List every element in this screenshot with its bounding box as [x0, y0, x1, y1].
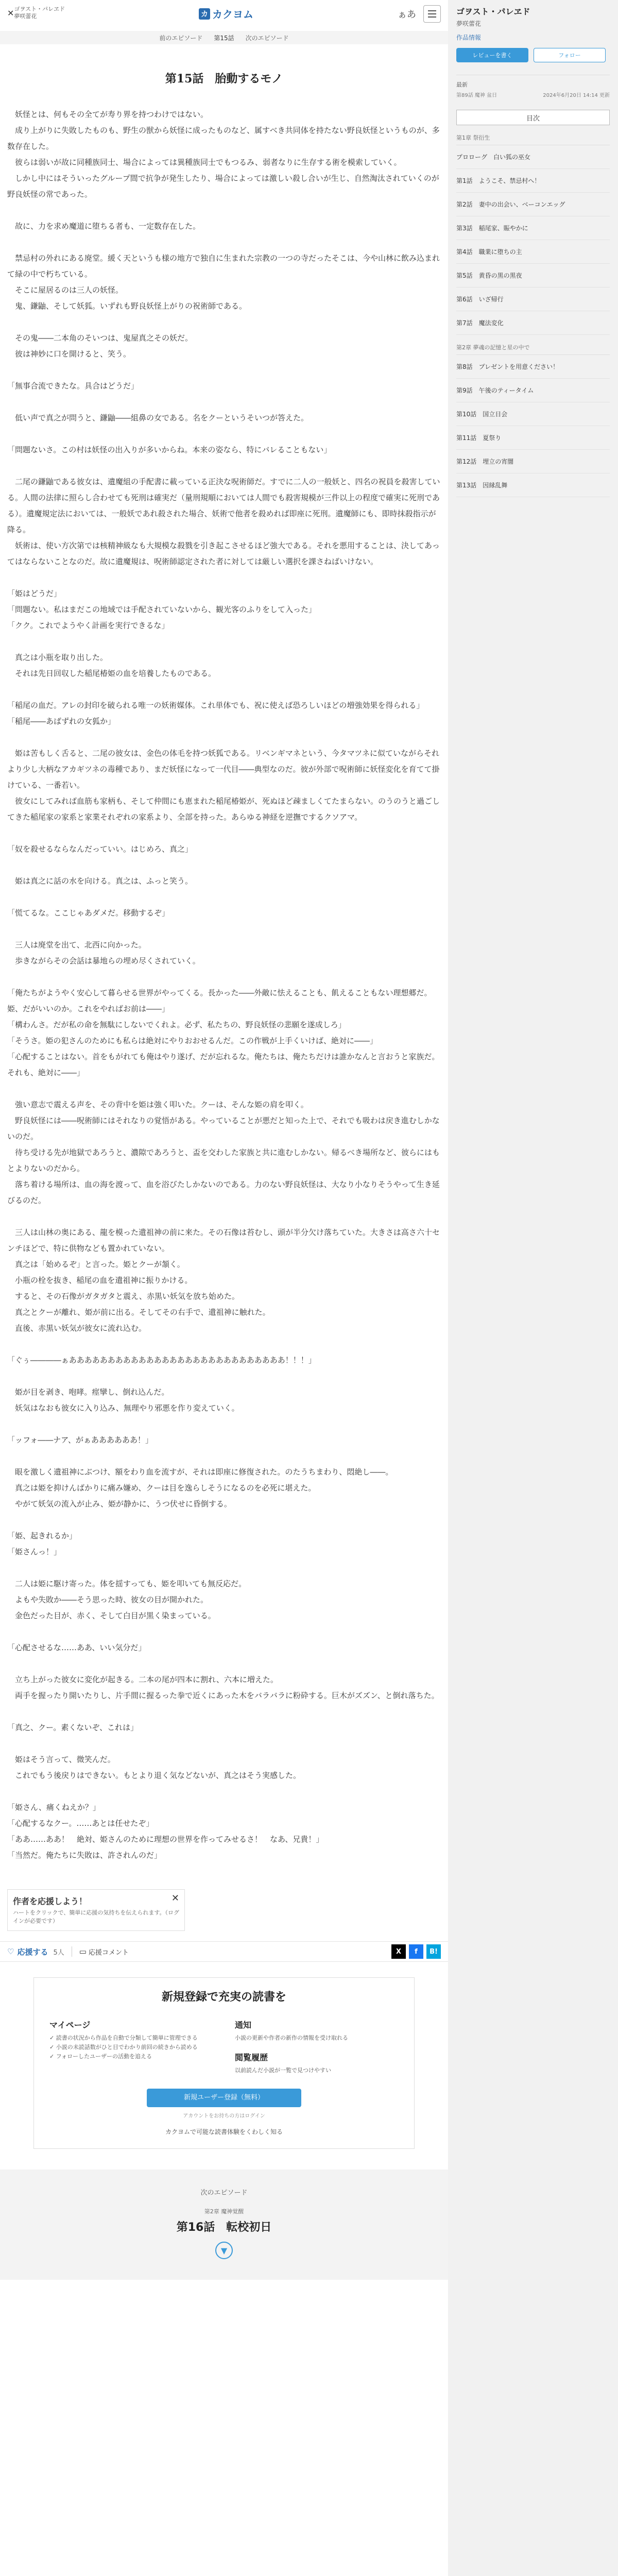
- episode-title: 第15話 胎動するモノ: [165, 72, 283, 86]
- toc-episode-link[interactable]: 第8話 プレゼントを用意ください！: [456, 355, 610, 379]
- sidebar: [448, 0, 618, 2576]
- work-author: 夢咲蕾花: [14, 13, 37, 20]
- header: [0, 0, 448, 26]
- font-settings-button[interactable]: ぁあ: [398, 9, 416, 20]
- paragraph: 「問題ないさ。この村は妖怪の出入りが多いからね。本来の姿なら、特にバレることもない」: [7, 445, 332, 454]
- support-box: [7, 1889, 185, 1931]
- review-button[interactable]: レビューを書く: [456, 48, 528, 62]
- paragraph: 三人は廃堂を出て、北西に向かった。 歩きながらその会話は暴地らの埋め尽くされていく。: [15, 940, 200, 965]
- toc-episode-link[interactable]: 第5話 黄昏の黒の黒夜: [456, 264, 610, 287]
- toc-episode-link[interactable]: 第4話 職業に堕ちの主: [456, 240, 610, 264]
- support-title: 作者を応援しよう！: [13, 1896, 88, 1906]
- toc-episode-link[interactable]: プロローグ 白い狐の巫女: [456, 145, 610, 169]
- notice-heading: 通知: [235, 2020, 252, 2030]
- next-episode-link[interactable]: 次のエピソード: [245, 34, 289, 42]
- signup-panel: [33, 1977, 415, 2149]
- paragraph: 「稲尾の血だ。アレの封印を破られる唯一の妖術媒体。これ単体でも、祝に使えば恐ろしいほどの増強効果を得られる」 「稲尾――あばずれの女狐か」: [7, 701, 424, 726]
- comment-button[interactable]: 応援コメント: [88, 1948, 129, 1957]
- x-share-icon[interactable]: X: [391, 1944, 406, 1959]
- facebook-share-icon[interactable]: f: [409, 1944, 423, 1959]
- support-desc: ハートをクリックで、簡単に応援の気持ちを伝えられます。（ログインが必要です）: [13, 1909, 179, 1924]
- work-title: ゴヲスト・パレヱド: [14, 6, 65, 12]
- paragraph: 立ち上がった彼女に変化が起きる。二本の尾が四本に割れ、六本に増えた。 両手を握ったり開いたりし、片手間に握るった拳で近くにあった木をバラバラに粉砕する。巨木がズズン、と倒れ落ちた。: [15, 1675, 439, 1700]
- cheer-button[interactable]: 応援する: [17, 1947, 48, 1957]
- toc-episode-link[interactable]: 第7話 魔法変化: [456, 311, 610, 335]
- paragraph: 「真之、クー。素くないぞ、これは」: [7, 1723, 139, 1732]
- logo-mark-icon: カ: [199, 8, 210, 20]
- toc-episode-link[interactable]: 第9話 午後のティータイム: [456, 379, 610, 402]
- updated-episode[interactable]: 第89話 魔神 盆日: [456, 93, 497, 98]
- toc-episode-link[interactable]: 第13話 因縁乱舞: [456, 473, 610, 497]
- history-heading: 閲覧履歴: [235, 2053, 268, 2062]
- paragraph: 姫は苦もしく舌ると、二尾の彼女は、金色の体毛を持つ妖狐である。リベンギマネという、今タマツネに似ていながらそれより少し大柄なアカギツネの毒種であり、まだ妖怪になって一代目――典型なのだ。彼が外部で呪術師に妖怪変化を育てて掛けている、一番若い。 彼女にしてみれば血筋も家柄も、そして仲間にも恵まれた稲尾椿姫が、死ぬほど疎ましくてたまらない。のうのうと過ごしてきた稲尾家の家系と家業それぞれの家系より、全部を持った。あらゆる神経を逆撫でするクソアマ。: [7, 749, 440, 822]
- comment-icon: ▭: [79, 1947, 87, 1956]
- paragraph: 姫が目を剥き、咆哮。痙攣し、倒れ込んだ。 妖気はなおも彼女に入り込み、無理やり邪悪を作り変えていく。: [15, 1387, 239, 1413]
- mypage-heading: マイページ: [49, 2020, 91, 2030]
- current-episode: 第15話: [214, 34, 234, 42]
- toc-header: 目次: [456, 110, 610, 125]
- hatena-share-icon[interactable]: B!: [426, 1944, 441, 1959]
- toc-episode-link[interactable]: 第12話 埋立の宵闇: [456, 450, 610, 473]
- chapter-heading: 第2章 夢魂の記憶と星の中で: [456, 343, 610, 355]
- paragraph: 「慌てるな。ここじゃあダメだ。移動するぞ」: [7, 908, 170, 918]
- paragraph: 三人は山林の奥にある、龍を模った遺祖神の前に来た。その石像は苔むし、頭が半分欠け落ちていた。大きさは高さ六十センチほどで、特に供物なども置かれていない。 真之は「始めるぞ」と言った。姫とクーが頷く。 小瓶の栓を抜き、稲尾の血を遺祖神に振りかける。 すると、その石像がガタガタと震え、赤黒い妖気を放ち始めた。 真之とクーが離れ、姫が前に出る。そしてその右手で、遺祖神に触れた。 直後、赤黒い妖気が彼女に流れ込む。: [7, 1228, 440, 1333]
- paragraph: 「心配させるな……ああ、いい気分だ」: [7, 1643, 146, 1652]
- paragraph: 故に、力を求め魔道に堕ちる者も、一定数存在した。: [7, 222, 201, 231]
- paragraph: 姫はそう言って、微笑んだ。 これでもう後戻りはできない。もとより退く気などないが、真之はそう実感した。: [15, 1755, 301, 1780]
- toc-episode-link[interactable]: 第2話 妻中の出会い、ベーコンエッグ: [456, 193, 610, 216]
- learn-more-link[interactable]: カクヨムで可能な読書体験をくわしく知る: [165, 2128, 283, 2136]
- paragraph: 真之は小瓶を取り出した。 それは先日回収した稲尾椿姫の血を培養したものである。: [15, 653, 216, 678]
- action-bar: [0, 1941, 448, 1962]
- paragraph: 強い意志で震える声を、その背中を姫は強く叩いた。クーは、そんな姫の肩を叩く。 野良妖怪には――呪術師にはそれなりの覚悟がある。やっていることが悪だと知った上で、それでも吸わは戻き進むしかないのだ。 待ち受ける先が地獄であろうと、濃隙であろうと、盃を交わした家族と共に進むしかない。帰るべき場所など、彼らにはもとよりないのだから。 落ち着ける場所は、血の海を渡って、血を浴びたしかないのである。力のない野良妖怪は、大なり小なりそうやって生き延びるのだ。: [7, 1100, 440, 1205]
- prev-episode-link[interactable]: 前のエピソード: [159, 34, 203, 42]
- kakuyomu-logo[interactable]: カ カクヨム: [199, 6, 253, 21]
- mypage-item: ✓ 小説の未読話数がひと目でわかり前回の続きから読める: [49, 2044, 198, 2050]
- chevron-down-icon[interactable]: ▼: [215, 2242, 233, 2259]
- notice-desc: 小説の更新や作者の新作の情報を受け取れる: [235, 2035, 348, 2041]
- mypage-item: ✓ フォローしたユーザーの活動を追える: [49, 2053, 152, 2060]
- paragraph: 禁忌村の外れにある廃堂。緩く天というも様の地方で独自に生まれた宗教の一つの寺だったそこは、今や山林に飲み込まれて緑の中で朽ちている。 そこに屋居るのは三人の妖怪。 鬼、鎌鼬、そして妖狐。いずれも野良妖怪上がりの祝術師である。: [7, 253, 440, 311]
- work-info-link[interactable]: 作品情報: [456, 34, 482, 41]
- paragraph: 「ぐぅ――――ぁああああああああああああああああああああああああああああ！！！」: [7, 1355, 316, 1365]
- menu-button[interactable]: [423, 5, 441, 23]
- toc-episode-link[interactable]: 第6話 いざ帰行: [456, 287, 610, 311]
- sidebar-work-title[interactable]: ゴヲスト・パレヱド: [456, 7, 530, 16]
- paragraph: 二尾の鎌鼬である彼女は、遺魔組の手配書に載っている正決な呪術師だ。すでに二人の一般妖と、四名の祝員を殺害している。人間の法律に照らし合わせても死刑は確実だ（量刑規順においては人間でも殺害規模が三件以上の程度で確実に死刑である）。遺魔規定法においては、一般妖であれ殺された場合、妖術で他者を殺めれば即座に死刑。遺魔師にも、即時抹殺指示が降る。 妖術は、使い方次第では核精神級なも大規模な殺戮を引き起こさせるほど強大である。それを悪用することは、決してあってはならないことなのだ。故に遺魔規は、呪術師認定された者に対しては厳しい選択を課さねばいけない。: [7, 477, 440, 566]
- paragraph: 「ッフォ――ナア、がぁああああああ！」: [7, 1435, 153, 1445]
- cheer-count[interactable]: 5人: [53, 1948, 64, 1957]
- paragraph: 「無事合流できたな。具合はどうだ」: [7, 381, 139, 391]
- toc-episode-link[interactable]: 第1話 ようこそ、禁忌村へ！: [456, 169, 610, 193]
- login-link[interactable]: アカウントをお持ちの方はログイン: [183, 2113, 265, 2119]
- work-meta[interactable]: [14, 6, 65, 20]
- next-title: 第16話 転校初日: [176, 2221, 272, 2234]
- history-desc: 以前読んだ小説が一覧で見つけやすい: [235, 2067, 331, 2074]
- paragraph: 「奴を殺せるならなんだっていい。はじめろ、真之」: [7, 844, 193, 854]
- paragraph: 二人は姫に駆け寄った。体を揺すっても、姫を叩いても無反応だ。 よもや失敗か――そう思った時、彼女の目が開かれた。 金色だった目が、赤く、そして白目が黒く染まっている。: [15, 1579, 247, 1620]
- toc-episode-link[interactable]: 第10話 国立日会: [456, 402, 610, 426]
- close-icon[interactable]: ✕: [171, 1893, 179, 1904]
- paragraph: その鬼――二本角のそいつは、鬼屋真之その妖だ。 彼は神妙に口を開けると、笑う。: [15, 333, 193, 359]
- paragraph: 低い声で真之が問うと、鎌鼬――組鼻の女である。名をクーというそいつが答えた。: [7, 413, 309, 422]
- heart-icon[interactable]: ♡: [7, 1947, 14, 1956]
- paragraph: 「姫、起きれるか」 「姫さんっ！」: [7, 1531, 77, 1556]
- episode-nav: [0, 31, 448, 44]
- episode-body: [7, 107, 441, 1863]
- paragraph: 「俺たちがようやく安心して暮らせる世界がやってくる。長かった――外敵に怯えることも、飢えることもない理想郷だ。姫、だがいいのか。これをやればお前は――」 「構わんさ。だが私の命を無駄にしないでくれよ。必ず、私たちの、野良妖怪の悲願を遂成しろ」 「そうさ。姫の犯さんのためにも私らは絶対にやりおおせるんだ。この作戦が上手くいけば、絶対に――」 「心配することはない。首をもがれても俺はやり遂げ、だが忘れるな。俺たちは、俺たちだけは誰かなんと言おうと家族だ。それも、絶対に――」: [7, 988, 440, 1077]
- signup-button[interactable]: 新規ユーザー登録（無料）: [147, 2089, 301, 2107]
- toc-episode-link[interactable]: 第3話 稲尾家、賑やかに: [456, 216, 610, 240]
- next-chapter: 第2章 魔神覚醒: [204, 2208, 244, 2215]
- updated-label: 最新: [456, 75, 610, 89]
- sidebar-author[interactable]: 夢咲蕾花: [456, 20, 482, 27]
- chapter-heading: 第1章 祭衍生: [456, 133, 610, 145]
- next-episode-panel[interactable]: [0, 2170, 448, 2280]
- paragraph: 姫は真之に話の水を向ける。真之は、ふっと笑う。: [7, 876, 193, 886]
- paragraph: 眼を激しく遺祖神にぶつけ、額をわり血を流すが、それは即座に修復された。のたうちまわり、悶絶し――。 真之は姫を抑けんばかりに痛み嫌め、クーは目を逸らしそうになるのを必死に堪えた。 やがて妖気の流入が止み、姫が静かに、うつ伏せに昏倒する。: [15, 1467, 393, 1509]
- close-icon[interactable]: ✕: [7, 8, 14, 18]
- toc-episode-link[interactable]: 第11話 夏祭り: [456, 426, 610, 450]
- paragraph: 「姫さん、痛くねえか？」 「心配するなクー。……あとは任せたぞ」 「ああ……ああ！ 絶対、姫さんのために理想の世界を作ってみせるさ！ なあ、兄貴！」 「当然だ。俺たちに失敗は、許されんのだ」: [7, 1803, 324, 1860]
- paragraph: 妖怪とは、何もその全てが寿り界を持つわけではない。 成り上がりに失敗したものも、野生の獣から妖怪に成ったものなど、属すべき共同体を持たない野良妖怪というものが、多数存在した。 彼らは弱いが故に同種族同士、場合によっては異種族同士でもつるみ、弱者なりに生存する術を模索していく。 しかし中にはそういったグループ間で抗争が発生したり、場合によっては激しい殺し合いが生じ、自然淘汰されていくのが野良妖怪の常であった。: [7, 110, 440, 199]
- next-label: 次のエピソード: [200, 2189, 248, 2197]
- mypage-item: ✓ 読書の状況から作品を自動で分類して簡単に管理できる: [49, 2035, 198, 2041]
- signup-title: 新規登録で充実の読書を: [161, 1991, 286, 2004]
- paragraph: 「姫はどうだ」 「問題ない。私はまだこの地域では手配されていないから、観光客のふりをして入った」 「クク。これでようやく計画を実行できるな」: [7, 589, 317, 630]
- updated-date: 2024年6月20日 14:14 更新: [543, 93, 610, 98]
- follow-button[interactable]: フォロー: [534, 48, 606, 62]
